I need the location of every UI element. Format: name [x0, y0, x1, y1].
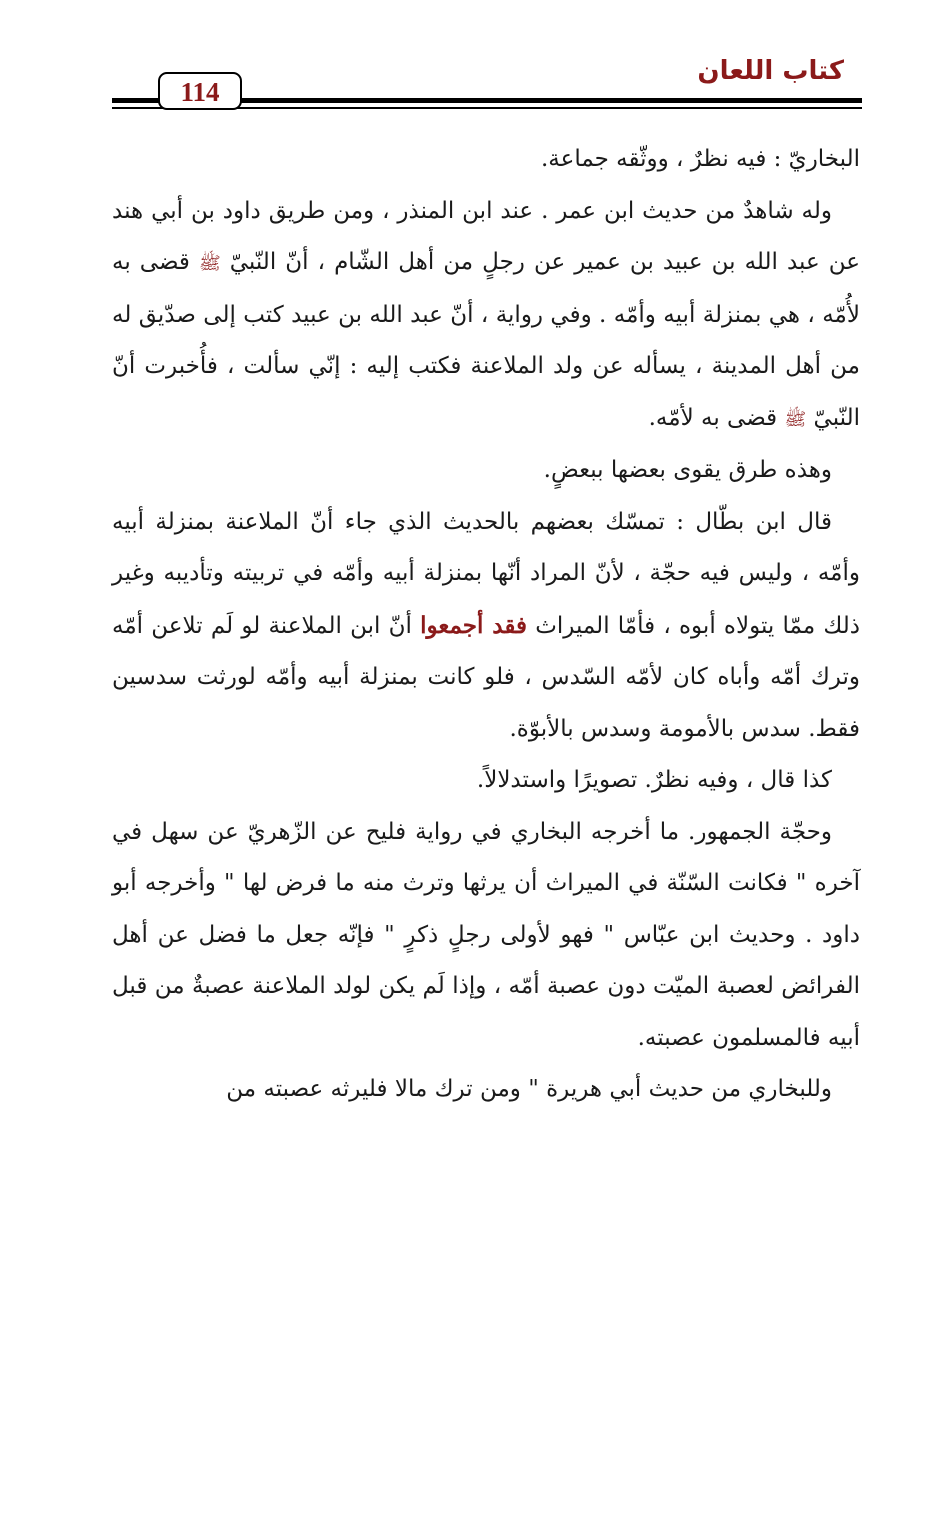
paragraph [112, 1064, 860, 1116]
paragraph [112, 807, 860, 1065]
book-title: كتاب اللعان [697, 56, 844, 86]
page-header [112, 52, 862, 116]
text-segment: البخاريّ : فيه نظرٌ ، ووثّقه جماعة. [540, 146, 860, 172]
paragraph [112, 445, 860, 497]
text-segment: قضى به لأمّه. [648, 404, 785, 431]
text-segment: وهذه طرق يقوى بعضها ببعضٍ. [543, 457, 832, 483]
text-segment: وله شاهدٌ من حديث ابن عمر . عند ابن المنذر ، ومن طريق داود بن أبي هند عن عبد الله بن عبيد بن عمير عن رجلٍ من أهل الشّام ، أنّ النّبيّ [112, 197, 860, 275]
text-segment: أنّ ابن الملاعنة لو لَم تلاعن أمّه وترك أمّه وأباه كان لأمّه السّدس ، فلو كانت بمنزلة أبيه وأمّه لورثت سدسين فقط. سدس بالأمومة وسدس بالأبوّة. [112, 612, 860, 742]
text-segment: كذا قال ، وفيه نظرٌ. تصويرًا واستدلالاً. [476, 767, 832, 793]
pbuh-glyph: ﷺ [198, 253, 221, 274]
highlighted-phrase: فقد أجمعوا [420, 611, 527, 639]
body-text [112, 134, 860, 1116]
page-number: 114 [158, 72, 242, 110]
paragraph [112, 134, 860, 186]
text-segment: وحجّة الجمهور. ما أخرجه البخاري في رواية فليح عن الزّهريّ عن سهل في آخره " فكانت السّنّة في الميراث أن يرثها وترث منه ما فرض لها " وأخرجه أبو داود . وحديث ابن عبّاس " فهو لأولى رجلٍ ذكرٍ " فإنّه جعل ما فضل عن أهل الفرائض لعصبة الميّت دون عصبة أمّه ، وإذا لَم يكن لولد الملاعنة عصبةٌ من قبل أبيه فالمسلمون عصبته. [112, 818, 860, 1051]
text-segment: قال ابن بطّال : تمسّك بعضهم بالحديث الذي جاء أنّ الملاعنة بمنزلة أبيه وأمّه ، وليس فيه حجّة ، لأنّ المراد أنّها بمنزلة أبيه وأمّه في تربيته وتأديبه وغير ذلك ممّا يتولاه أبوه ، فأمّا الميراث [112, 508, 861, 639]
text-segment: وللبخاري من حديث أبي هريرة " ومن ترك مالا فليرثه عصبته من [226, 1076, 832, 1102]
text-segment: قضى به لأُمّه ، هي بمنزلة أبيه وأمّه . وفي رواية ، أنّ عبد الله بن عبيد كتب إلى صدّيق له من أهل المدينة ، يسأله عن ولد الملاعنة فكتب إليه : إنّي سألت ، فأُخبرت أنّ النّبيّ [112, 249, 860, 431]
paragraph [112, 497, 860, 756]
paragraph [112, 755, 860, 807]
paragraph [112, 186, 860, 446]
pbuh-glyph: ﷺ [784, 408, 807, 430]
